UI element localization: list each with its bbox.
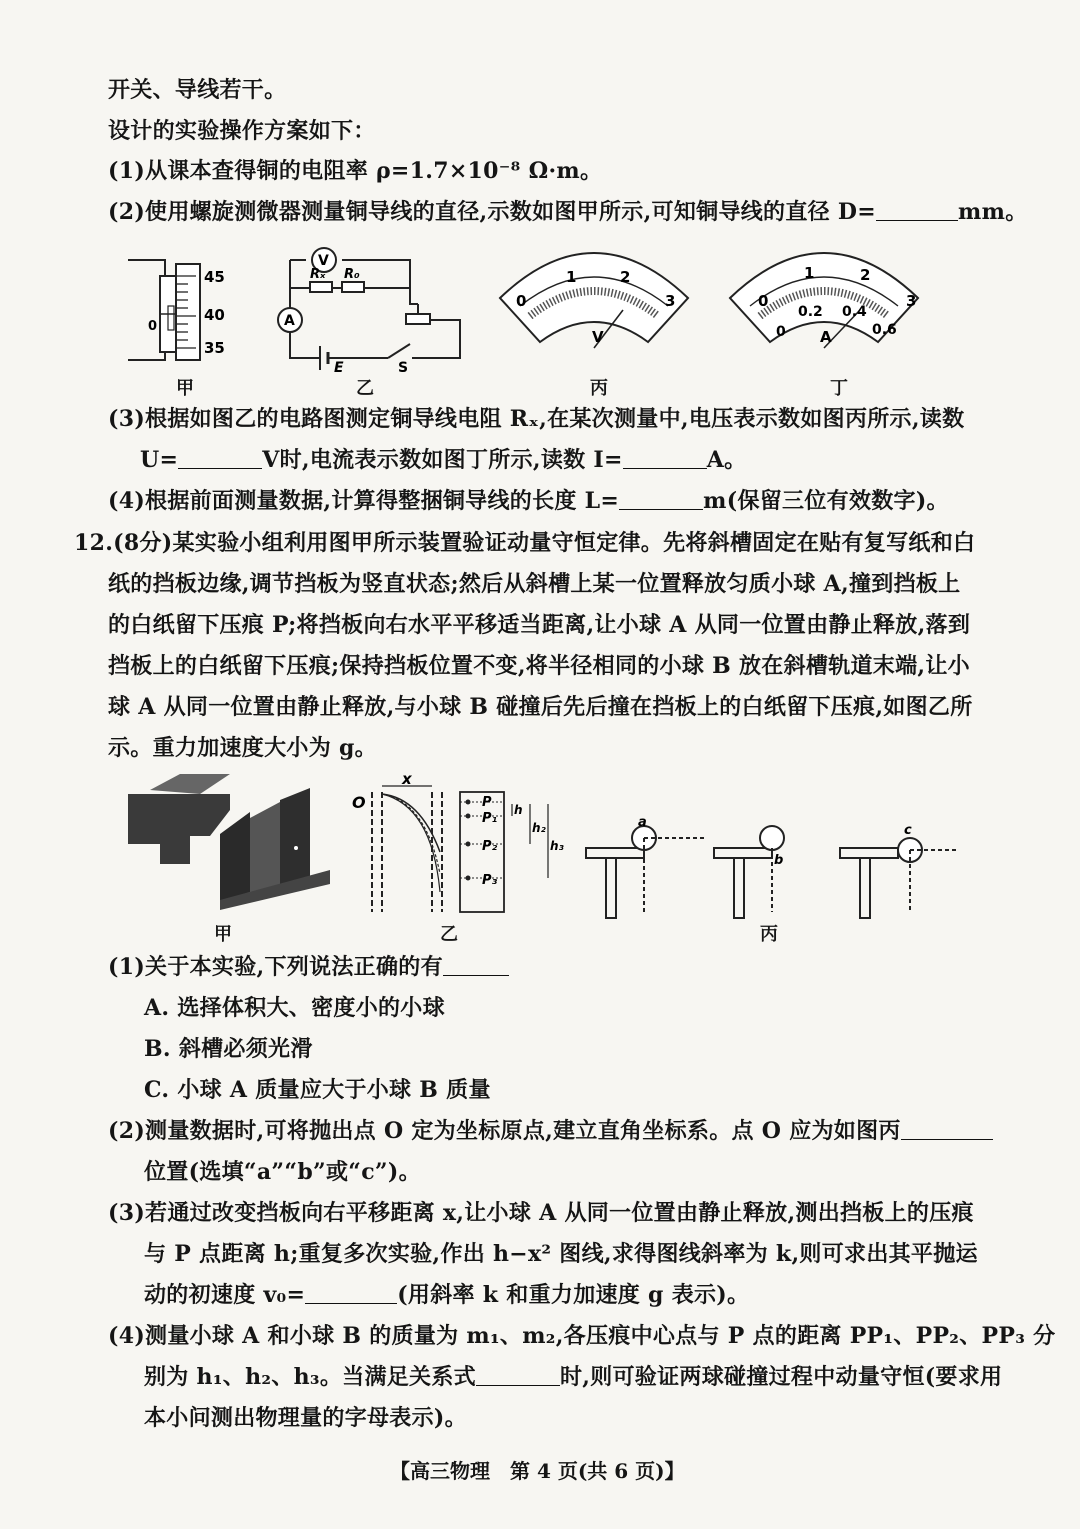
line-2: 设计的实验操作方案如下： (108, 118, 376, 144)
battery-label: E (334, 360, 344, 376)
option-a: A. 选择体积大、密度小的小球 (144, 995, 445, 1021)
voltmeter-unit: V (592, 328, 604, 346)
ammeter-unit: A (820, 328, 832, 346)
option-b: B. 斜槽必须光滑 (144, 1036, 313, 1062)
line-11: 挡板上的白纸留下压痕;保持挡板位置不变,将半径相同的小球 B 放在斜槽轨道末端,让小 (108, 653, 970, 679)
position-c-label: c (904, 823, 912, 838)
line-17: (3)若通过改变挡板向右平移距离 x,让小球 A 从同一位置由静止释放,测出挡板上的压痕 (108, 1200, 974, 1226)
position-b-label: b (774, 853, 784, 868)
line-9: 纸的挡板边缘,调节挡板为竖直状态;然后从斜槽上某一位置释放匀质小球 A,撞到挡板上 (108, 571, 961, 597)
line-19: 动的初速度 v₀= (用斜率 k 和重力加速度 g 表示)。 (144, 1282, 750, 1308)
mark-p3-label: P₃ (482, 873, 498, 888)
ammeter-scale-bottom-3: 0.6 (872, 322, 897, 338)
line-7: (4)根据前面测量数据,计算得整捆铜导线的长度 L= m(保留三位有效数字)。 (108, 488, 949, 514)
ammeter-scale-top-2: 2 (860, 266, 871, 284)
line-1: 开关、导线若干。 (108, 77, 287, 103)
line-14: (1)关于本实验,下列说法正确的有 (108, 953, 509, 981)
ammeter-scale-top-3: 3 (906, 292, 917, 310)
line-8: 12.(8分)某实验小组利用图甲所示装置验证动量守恒定律。先将斜槽固定在贴有复写纸和白 (74, 530, 976, 556)
line-22: 本小问测出物理量的字母表示)。 (144, 1405, 467, 1431)
mark-p1-label: P₁ (482, 811, 498, 826)
caption-top-yi: 乙 (356, 378, 374, 399)
table-positions (586, 826, 956, 918)
answer-blank-q2[interactable] (901, 1119, 993, 1140)
line-10: 的白纸留下压痕 P;将挡板向右水平平移适当距离,让小球 A 从同一位置由静止释放,落到 (108, 612, 971, 638)
bottom-figures (120, 772, 980, 922)
line-6: U= V时,电流表示数如图丁所示,读数 I= A。 (140, 447, 747, 473)
h1-label: h (514, 803, 523, 817)
h3-label: h₃ (550, 839, 564, 853)
micrometer-figure (128, 260, 225, 360)
r0-label: R₀ (344, 267, 360, 282)
position-a-label: a (638, 815, 647, 830)
line-20: (4)测量小球 A 和小球 B 的质量为 m₁、m₂,各压痕中心点与 P 点的距离 PP₁、PP₂、PP₃ 分 (108, 1323, 1056, 1349)
voltmeter-scale-3: 3 (665, 292, 676, 310)
line-21: 别为 h₁、h₂、h₃。当满足关系式 时,则可验证两球碰撞过程中动量守恒(要求用 (144, 1364, 1003, 1390)
h2-label: h₂ (532, 821, 546, 835)
ammeter-scale-top-0: 0 (758, 292, 769, 310)
caption-bottom-yi: 乙 (440, 924, 458, 945)
caption-top-bing: 丙 (590, 378, 608, 399)
line-12: 球 A 从同一位置由静止释放,与小球 B 碰撞后先后撞在挡板上的白纸留下压痕,如图乙所 (108, 694, 973, 720)
line-18: 与 P 点距离 h;重复多次实验,作出 h−x² 图线,求得图线斜率为 k,则可求出其平抛运 (144, 1241, 978, 1267)
line-3: (1)从课本查得铜的电阻率 ρ=1.7×10⁻⁸ Ω·m。 (108, 158, 603, 184)
caption-bottom-bing: 丙 (760, 924, 778, 945)
caption-top-jia: 甲 (176, 378, 194, 399)
line-13: 示。重力加速度大小为 g。 (108, 735, 377, 761)
voltmeter-symbol: V (318, 253, 329, 269)
micrometer-tick-40: 40 (204, 306, 225, 324)
rx-label: Rₓ (310, 267, 326, 282)
answer-blank-diameter[interactable] (876, 200, 958, 221)
answer-blank-relation[interactable] (476, 1365, 560, 1386)
ammeter-scale-top-1: 1 (804, 264, 815, 282)
caption-top-ding: 丁 (830, 378, 848, 399)
apparatus-figure (128, 774, 330, 910)
option-c: C. 小球 A 质量应大于小球 B 质量 (144, 1077, 491, 1103)
answer-blank-q1[interactable] (443, 955, 509, 976)
mark-p2-label: P₂ (482, 839, 498, 854)
mark-p-label: P (482, 795, 492, 810)
micrometer-tick-35: 35 (204, 339, 225, 357)
micrometer-tick-0: 0 (148, 319, 158, 334)
micrometer-tick-45: 45 (204, 268, 225, 286)
ammeter-scale-bottom-1: 0.2 (798, 304, 823, 320)
x-distance-label: x (402, 772, 412, 788)
ammeter-symbol: A (284, 313, 295, 329)
line-15: (2)测量数据时,可将抛出点 O 定为坐标原点,建立直角坐标系。点 O 应为如图丙 (108, 1117, 993, 1145)
switch-label: S (398, 360, 409, 376)
voltmeter-scale-1: 1 (566, 268, 577, 286)
answer-blank-length[interactable] (619, 489, 703, 510)
line-4: (2)使用螺旋测微器测量铜导线的直径,示数如图甲所示,可知铜导线的直径 D= mm。 (108, 199, 1028, 225)
page-footer: 【高三物理 第 4 页(共 6 页)】 (390, 1459, 685, 1483)
voltmeter-scale-0: 0 (516, 292, 527, 310)
answer-blank-voltage[interactable] (178, 448, 262, 469)
circuit-figure (278, 248, 460, 370)
ammeter-scale-bottom-2: 0.4 (842, 304, 867, 320)
answer-blank-v0[interactable] (305, 1283, 397, 1304)
line-16: 位置(选填“a”“b”或“c”)。 (144, 1159, 421, 1185)
top-figures (120, 238, 1020, 398)
voltmeter-scale-2: 2 (620, 268, 631, 286)
caption-bottom-jia: 甲 (214, 924, 232, 945)
line-5: (3)根据如图乙的电路图测定铜导线电阻 Rₓ,在某次测量中,电压表示数如图丙所示,读数 (108, 406, 965, 432)
origin-label: O (352, 793, 366, 812)
ammeter-scale-bottom-0: 0 (776, 324, 786, 340)
answer-blank-current[interactable] (623, 448, 707, 469)
